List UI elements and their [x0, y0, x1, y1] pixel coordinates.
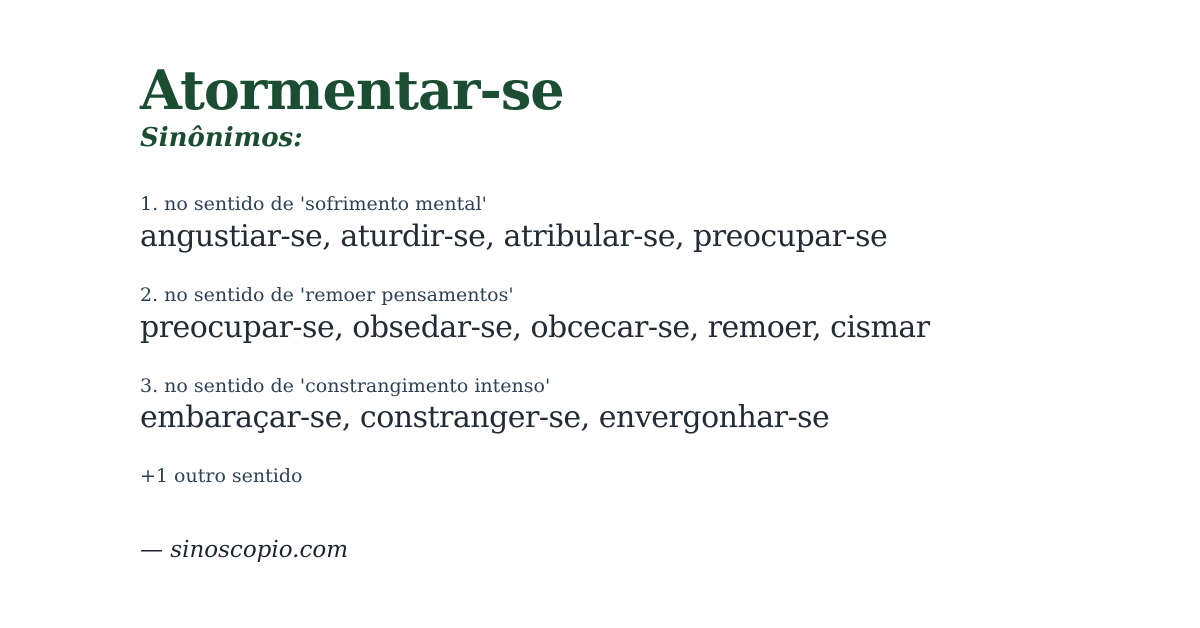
- sense-2-label: 2. no sentido de 'remoer pensamentos': [140, 283, 514, 306]
- sense-item-3: [140, 375, 1160, 437]
- sense-1-label: 1. no sentido de 'sofrimento mental': [140, 193, 487, 216]
- page-title: Atormentar-se: [140, 58, 564, 122]
- more-senses-note: +1 outro sentido: [140, 465, 303, 488]
- sense-3-label: 3. no sentido de 'constrangimento intenso': [140, 374, 551, 397]
- sense-1-synonyms: angustiar-se, aturdir-se, atribular-se, preocupar-se: [140, 218, 888, 254]
- sense-2-synonyms: preocupar-se, obsedar-se, obcecar-se, remoer, cismar: [140, 309, 930, 345]
- senses-list: [140, 193, 1160, 436]
- sense-3-synonyms: embaraçar-se, constranger-se, envergonhar-se: [140, 400, 830, 436]
- synonyms-subtitle: Sinônimos:: [140, 123, 303, 154]
- source-attribution: — sinoscopio.com: [140, 537, 349, 564]
- sense-item-2: [140, 284, 1160, 346]
- sense-item-1: [140, 193, 1160, 255]
